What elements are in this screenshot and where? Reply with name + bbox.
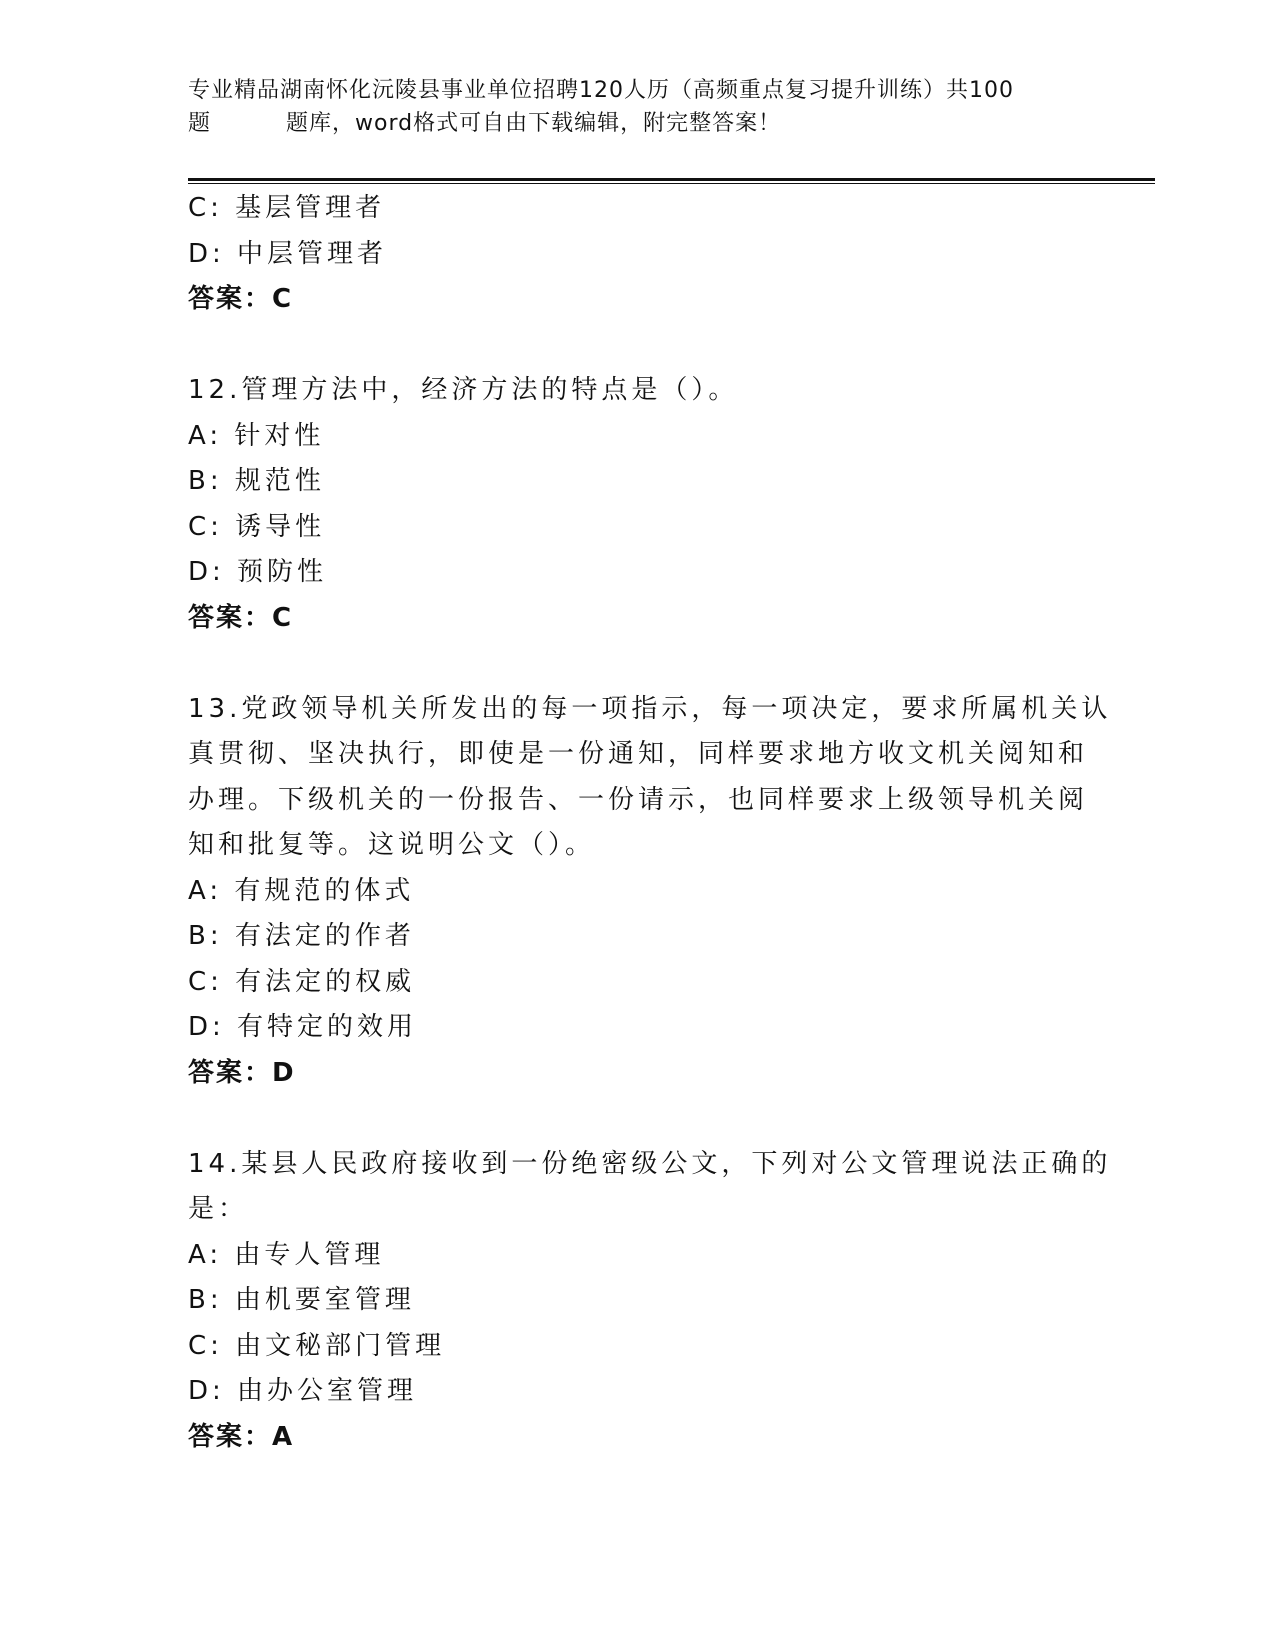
header-line-2 bbox=[188, 107, 1088, 140]
header-line-1: 专业精品湖南怀化沅陵县事业单位招聘120人历（高频重点复习提升训练）共100 bbox=[188, 78, 1014, 103]
question-stem-line: 真贯彻、坚决执行，即使是一份通知，同样要求地方收文机关阅知和 bbox=[188, 739, 1089, 769]
header-divider-thick bbox=[188, 178, 1155, 181]
option-c: C: 有法定的权威 bbox=[188, 966, 416, 997]
option-d: D: 中层管理者 bbox=[188, 238, 388, 269]
answer: 答案：C bbox=[188, 284, 294, 314]
option-c: C: 基层管理者 bbox=[188, 193, 386, 223]
option-d: D: 预防性 bbox=[188, 557, 328, 587]
header-line-2-left: 题 bbox=[188, 111, 212, 136]
option-a: A: 由专人管理 bbox=[188, 1239, 385, 1270]
option-a: A: 有规范的体式 bbox=[188, 875, 415, 906]
question-12 bbox=[188, 368, 1088, 641]
question-list bbox=[188, 186, 1112, 1460]
question-stem: 12.管理方法中，经济方法的特点是（）。 bbox=[188, 375, 739, 405]
question-14 bbox=[188, 1142, 1112, 1461]
header-line-2-right: 题库，word格式可自由下载编辑，附完整答案！ bbox=[286, 111, 782, 136]
option-b: B: 规范性 bbox=[188, 466, 325, 496]
question-spacer bbox=[188, 1096, 1088, 1142]
option-a: A: 针对性 bbox=[188, 420, 325, 451]
option-d: D: 有特定的效用 bbox=[188, 1012, 418, 1042]
option-b: B: 有法定的作者 bbox=[188, 921, 415, 951]
option-b: B: 由机要室管理 bbox=[188, 1285, 415, 1315]
question-stem-line: 13.党政领导机关所发出的每一项指示，每一项决定，要求所属机关认 bbox=[188, 693, 1112, 724]
question-stem-line: 办理。下级机关的一份报告、一份请示，也同样要求上级领导机关阅 bbox=[188, 784, 1089, 815]
question-11-tail bbox=[188, 186, 1088, 323]
question-stem-line: 是： bbox=[188, 1194, 249, 1224]
question-stem-line: 14.某县人民政府接收到一份绝密级公文，下列对公文管理说法正确的 bbox=[188, 1148, 1112, 1179]
answer: 答案：D bbox=[188, 1057, 296, 1088]
question-stem-line: 知和批复等。这说明公文（）。 bbox=[188, 830, 596, 860]
answer: 答案：A bbox=[188, 1421, 295, 1452]
question-spacer bbox=[188, 641, 1088, 687]
question-spacer bbox=[188, 323, 1088, 369]
option-d: D: 由办公室管理 bbox=[188, 1376, 418, 1406]
answer: 答案：C bbox=[188, 602, 294, 633]
header-divider-thin bbox=[188, 183, 1155, 184]
option-c: C: 由文秘部门管理 bbox=[188, 1330, 446, 1361]
question-13 bbox=[188, 687, 1112, 1097]
option-c: C: 诱导性 bbox=[188, 511, 326, 542]
document-header bbox=[188, 74, 1088, 140]
